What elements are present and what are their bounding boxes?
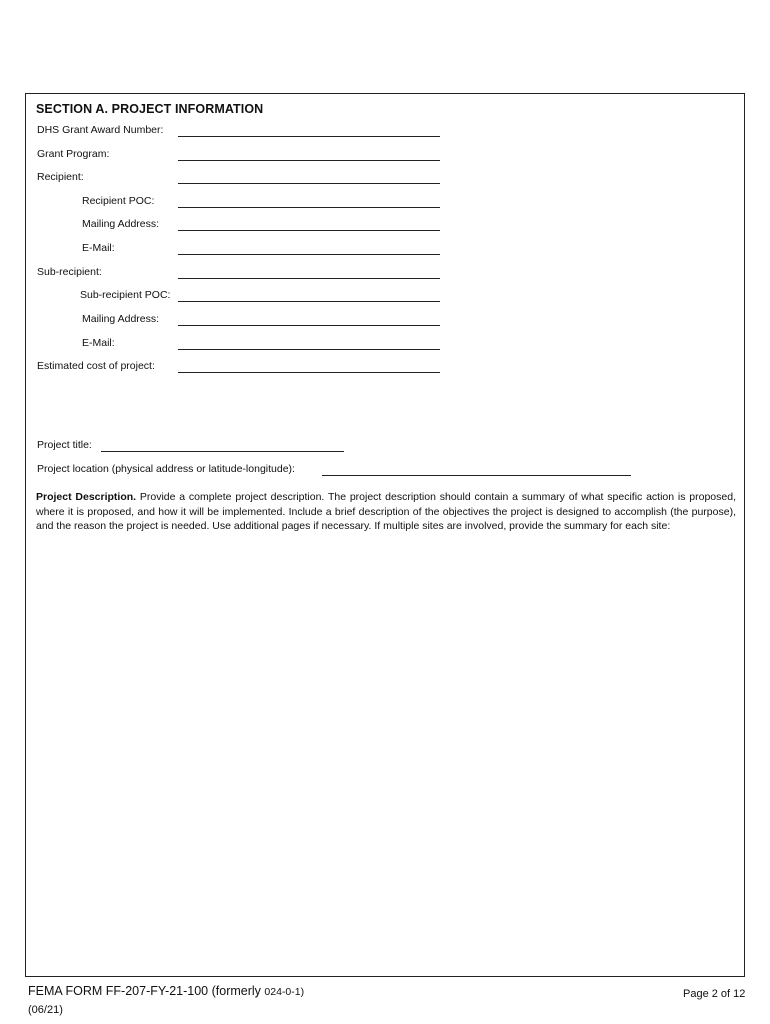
grant-award-number-field[interactable] bbox=[178, 136, 440, 137]
recipient-email-label: E-Mail: bbox=[82, 242, 115, 254]
project-location-field[interactable] bbox=[322, 475, 631, 476]
project-title-label: Project title: bbox=[37, 439, 92, 451]
recipient-label: Recipient: bbox=[37, 171, 84, 183]
project-description-area[interactable] bbox=[36, 554, 736, 964]
grant-program-label: Grant Program: bbox=[37, 148, 110, 160]
project-location-row bbox=[26, 461, 744, 481]
grant-program-row bbox=[26, 146, 744, 166]
subrecipient-email-row bbox=[26, 335, 744, 355]
form-old-number: 024-0-1) bbox=[264, 986, 305, 998]
grant-award-number-row bbox=[26, 122, 744, 142]
project-title-field[interactable] bbox=[101, 451, 344, 452]
estimated-cost-row bbox=[26, 358, 744, 378]
recipient-row bbox=[26, 169, 744, 189]
project-description bbox=[36, 490, 736, 534]
recipient-field[interactable] bbox=[178, 183, 440, 184]
recipient-email-row bbox=[26, 240, 744, 260]
project-description-heading: Project Description. bbox=[36, 491, 137, 503]
recipient-poc-row bbox=[26, 193, 744, 213]
recipient-mailing-field[interactable] bbox=[178, 230, 440, 231]
form-name-text: FEMA FORM FF-207-FY-21-100 (formerly bbox=[28, 984, 265, 998]
subrecipient-poc-label: Sub-recipient POC: bbox=[80, 289, 171, 301]
grant-program-field[interactable] bbox=[178, 160, 440, 161]
subrecipient-row bbox=[26, 264, 744, 284]
recipient-email-field[interactable] bbox=[178, 254, 440, 255]
estimated-cost-label: Estimated cost of project: bbox=[37, 360, 155, 372]
project-title-row bbox=[26, 437, 744, 457]
section-title: SECTION A. PROJECT INFORMATION bbox=[36, 102, 264, 116]
form-frame bbox=[25, 93, 745, 977]
subrecipient-email-label: E-Mail: bbox=[82, 337, 115, 349]
form-footer bbox=[28, 982, 304, 1019]
form-name bbox=[28, 982, 304, 1001]
recipient-poc-label: Recipient POC: bbox=[82, 195, 155, 207]
subrecipient-poc-field[interactable] bbox=[178, 301, 440, 302]
subrecipient-field[interactable] bbox=[178, 278, 440, 279]
subrecipient-mailing-label: Mailing Address: bbox=[82, 313, 160, 325]
subrecipient-label: Sub-recipient: bbox=[37, 266, 102, 278]
project-description-body: Provide a complete project description. The project description should contain a summary of what specific action is proposed, where it is proposed, and how it will be implemented. Include a brief description of the objectives the project is designed to accomplish (the purpose), and the reason the project is needed. Use additional pages if necessary. If multiple sites are involved, provide the summary for each site: bbox=[36, 491, 736, 532]
grant-award-number-label: DHS Grant Award Number: bbox=[37, 124, 164, 136]
project-location-label: Project location (physical address or latitude-longitude): bbox=[37, 463, 295, 475]
estimated-cost-field[interactable] bbox=[178, 372, 440, 373]
subrecipient-email-field[interactable] bbox=[178, 349, 440, 350]
recipient-poc-field[interactable] bbox=[178, 207, 440, 208]
form-date: (06/21) bbox=[28, 1004, 63, 1016]
page-number: Page 2 of 12 bbox=[683, 988, 746, 1000]
subrecipient-poc-row bbox=[26, 287, 744, 307]
subrecipient-mailing-field[interactable] bbox=[178, 325, 440, 326]
recipient-mailing-label: Mailing Address: bbox=[82, 218, 160, 230]
recipient-mailing-row bbox=[26, 216, 744, 236]
subrecipient-mailing-row bbox=[26, 311, 744, 331]
